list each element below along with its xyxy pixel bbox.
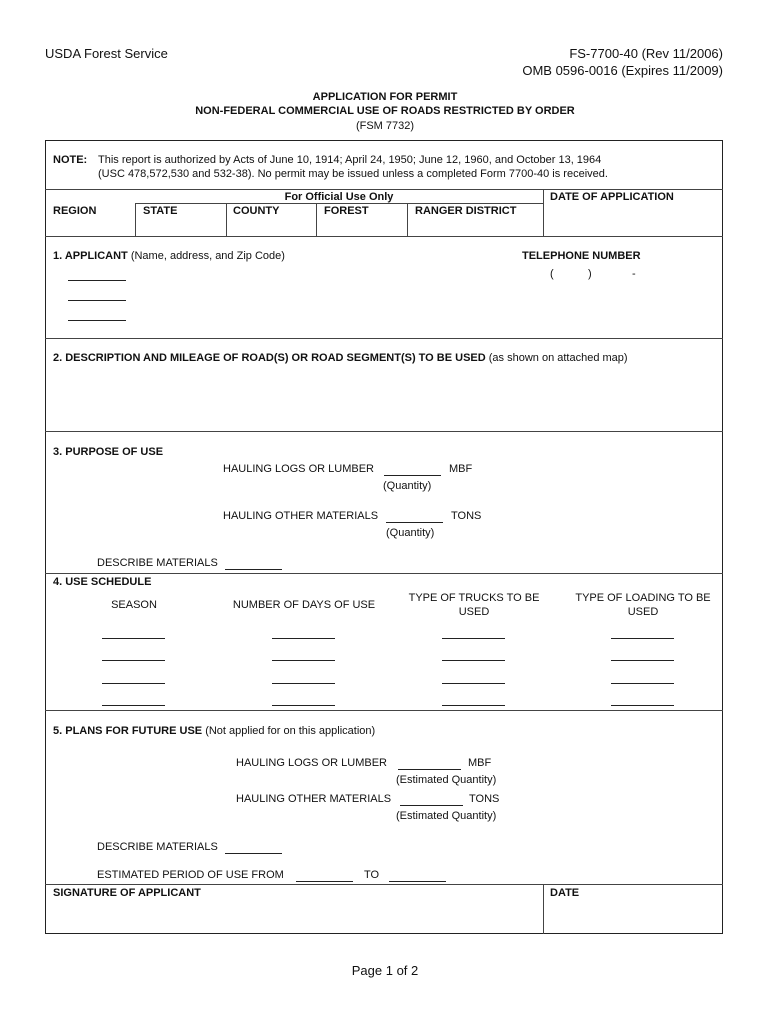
state-label: STATE [143,205,178,217]
note-line-2: (USC 478,572,530 and 532-38). No permit may be issued unless a completed Form 7700-40 is received. [98,168,608,180]
loading-field[interactable] [611,705,674,706]
applicant-name-field[interactable] [68,280,126,281]
season-column-header: SEASON [111,599,157,611]
hauling-other-unit: TONS [451,510,482,522]
telephone-label: TELEPHONE NUMBER [522,250,641,262]
hauling-other-quantity-caption: (Quantity) [386,527,435,539]
period-from-field[interactable] [296,881,353,882]
divider [45,189,723,190]
days-field[interactable] [272,638,335,639]
form-subtitle: NON-FEDERAL COMMERCIAL USE OF ROADS RESTRICTED BY ORDER [195,105,575,117]
date-of-application-label: DATE OF APPLICATION [550,191,674,203]
fsm-reference: (FSM 7732) [355,120,415,132]
divider [45,573,723,574]
divider [135,203,543,204]
season-field[interactable] [102,683,165,684]
form-number: FS-7700-40 (Rev 11/2006) [569,46,723,61]
applicant-heading [53,250,285,262]
divider [45,884,723,885]
applicant-label: 1. APPLICANT [53,250,128,262]
future-hauling-logs-field[interactable] [398,769,461,770]
future-hauling-logs-label: HAULING LOGS OR LUMBER [236,757,387,769]
note-label: NOTE: [53,154,88,166]
forest-label: FOREST [324,205,369,217]
purpose-of-use-label: 3. PURPOSE OF USE [53,446,164,458]
loading-field[interactable] [611,660,674,661]
days-field[interactable] [272,660,335,661]
hauling-logs-quantity-caption: (Quantity) [383,480,432,492]
divider [226,203,227,236]
road-description-label: 2. DESCRIPTION AND MILEAGE OF ROAD(S) OR ROAD SEGMENT(S) TO BE USED [53,352,486,364]
hauling-other-label: HAULING OTHER MATERIALS [223,510,379,522]
future-hauling-other-unit: TONS [469,793,500,805]
loading-column-header: TYPE OF LOADING TO BE [575,592,711,604]
loading-field[interactable] [611,638,674,639]
divider [45,710,723,711]
future-hauling-logs-unit: MBF [468,757,492,769]
county-label: COUNTY [233,205,280,217]
divider [45,236,723,237]
page-number: Page 1 of 2 [351,963,419,978]
phone-dash: - [632,268,636,280]
future-other-estimate-caption: (Estimated Quantity) [396,810,497,822]
hauling-logs-label: HAULING LOGS OR LUMBER [223,463,374,475]
omb-number: OMB 0596-0016 (Expires 11/2009) [522,63,723,78]
season-field[interactable] [102,660,165,661]
applicant-hint: (Name, address, and Zip Code) [130,250,285,262]
divider [45,431,723,432]
season-field[interactable] [102,638,165,639]
applicant-zip-field[interactable] [68,320,126,321]
trucks-column-header-line2: USED [458,606,490,618]
loading-field[interactable] [611,683,674,684]
trucks-field[interactable] [442,683,505,684]
future-hauling-other-label: HAULING OTHER MATERIALS [236,793,392,805]
road-description-hint: (as shown on attached map) [488,352,628,364]
future-use-heading [53,725,375,737]
note-line-1: This report is authorized by Acts of June 10, 1914; April 24, 1950; June 12, 1960, and October 13, 1964 [98,154,602,166]
hauling-logs-unit: MBF [449,463,473,475]
hauling-logs-quantity-field[interactable] [384,475,441,476]
use-schedule-label: 4. USE SCHEDULE [53,576,152,588]
future-describe-materials-field[interactable] [225,853,282,854]
future-use-hint: (Not applied for on this application) [205,725,376,737]
phone-paren-close: ) [588,268,592,280]
trucks-field[interactable] [442,638,505,639]
trucks-field[interactable] [442,660,505,661]
future-hauling-other-field[interactable] [400,805,463,806]
describe-materials-field[interactable] [225,569,282,570]
future-describe-materials-label: DESCRIBE MATERIALS [97,841,218,853]
applicant-address-field[interactable] [68,300,126,301]
divider [543,884,544,934]
loading-column-header-line2: USED [627,606,659,618]
signature-label: SIGNATURE OF APPLICANT [53,887,201,899]
season-field[interactable] [102,705,165,706]
future-logs-estimate-caption: (Estimated Quantity) [396,774,497,786]
days-field[interactable] [272,683,335,684]
divider [45,338,723,339]
form-title: APPLICATION FOR PERMIT [312,91,458,103]
period-to-label: TO [364,869,380,881]
trucks-column-header: TYPE OF TRUCKS TO BE [408,592,540,604]
future-use-label: 5. PLANS FOR FUTURE USE [53,725,203,737]
divider [316,203,317,236]
road-description-heading [53,352,628,364]
days-field[interactable] [272,705,335,706]
divider [543,189,544,236]
agency-name: USDA Forest Service [45,46,168,61]
phone-paren-open: ( [550,268,554,280]
ranger-district-label: RANGER DISTRICT [415,205,517,217]
period-from-label: ESTIMATED PERIOD OF USE FROM [97,869,284,881]
trucks-field[interactable] [442,705,505,706]
signature-date-label: DATE [550,887,580,899]
divider [407,203,408,236]
period-to-field[interactable] [389,881,446,882]
official-use-heading: For Official Use Only [284,191,394,203]
days-column-header: NUMBER OF DAYS OF USE [232,599,376,611]
describe-materials-label: DESCRIBE MATERIALS [97,557,218,569]
hauling-other-quantity-field[interactable] [386,522,443,523]
region-label: REGION [53,205,97,217]
divider [135,203,136,236]
